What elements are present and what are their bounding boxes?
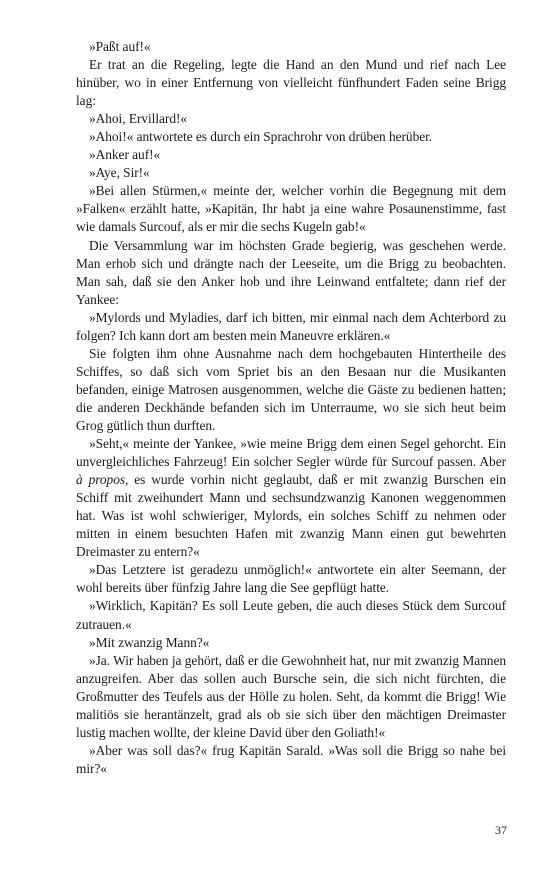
- paragraph-5: »Anker auf!«: [89, 147, 161, 163]
- paragraph-9: »Mylords und Myladies, darf ich bitten, mir einmal nach dem Achterbord zu folgen? Ich kann dort am besten mein Maneuvre erklären.«: [76, 309, 506, 343]
- italic-phrase: à propos,: [76, 472, 129, 488]
- paragraph-3: »Ahoi, Ervillard!«: [89, 111, 188, 127]
- paragraph-6: »Aye, Sir!«: [89, 165, 150, 181]
- paragraph-2: Er trat an die Regeling, legte die Hand an den Mund und rief nach Lee hinüber, wo in einer Entfernung von vielleicht fünfhundert Faden seine Brigg lag:: [76, 57, 506, 109]
- paragraph-8: Die Versammlung war im höchsten Grade begierig, was geschehen werde. Man erhob sich und drängte nach der Leeseite, um die Brigg zu beobachten. Man sah, daß sie den Anker hob und ihre Leinwand entfaltete; dann rief der Yankee:: [76, 237, 506, 307]
- page-number: 37: [495, 823, 507, 837]
- paragraph-16: »Aber was soll das?« frug Kapitän Sarald. »Was soll die Brigg so nahe bei mir?«: [76, 742, 506, 776]
- paragraph-7: »Bei allen Stürmen,« meinte der, welcher vorhin die Begegnung mit dem »Falken« erzählt hatte, »Kapitän, Ihr habt ja eine wahre Posaunenstimme, fast wie damals Surcouf, als er mir die sechs Kugeln gab!«: [76, 183, 506, 235]
- paragraph-10: Sie folgten ihm ohne Ausnahme nach dem hochgebauten Hintertheile des Schiffes, so daß sich vom Spriet bis an den Besaan nur die Musikanten befanden, einige Matrosen ausgenommen, welche die Gäste zu bedienen hatten; die anderen Deckhände befanden sich im Unterraume, wo sie sich heut beim Grog gütlich thun durften.: [76, 345, 506, 433]
- paragraph-4: »Ahoi!« antwortete es durch ein Sprachrohr von drüben herüber.: [89, 129, 433, 145]
- paragraph-12: »Das Letztere ist geradezu unmöglich!« antwortete ein alter Seemann, der wohl bereits über fünfzig Jahre lang die See gepflügt hatte.: [76, 562, 506, 596]
- paragraph-1: »Paßt auf!«: [89, 39, 151, 54]
- paragraph-15: »Ja. Wir haben ja gehört, daß er die Gewohnheit hat, nur mit zwanzig Mannen anzugreifen. Aber das sollen auch Bursche sein, die sich nicht fürchten, die Großmutter des Teufels aus der Hölle zu holen. Seht, da kommt die Brigg! Wie malitiös sie herantänzelt, grad als ob sie sich über den mächtigen Dreimaster lustig machen wollte, der kleine David über den Goliath!«: [76, 652, 506, 740]
- paragraph-11-rest: es wurde vorhin nicht geglaubt, daß er mit zwanzig Burschen ein Schiff mit zweihundert Mann und sechsundzwanzig Kanonen weggenommen hat. Was ist wohl schwieriger, Mylords, ein solches Schiff zu nehmen oder mitten in einem besuchten Hafen mit zwanzig Mann einen gut bewehrten Dreimaster zu entern?«: [76, 472, 506, 560]
- paragraph-14: »Mit zwanzig Mann?«: [89, 634, 210, 650]
- paragraph-11: [76, 435, 506, 561]
- paragraph-13: »Wirklich, Kapitän? Es soll Leute geben, die auch dieses Stück dem Surcouf zutrauen.«: [76, 598, 506, 632]
- book-page-text: [76, 38, 506, 778]
- paragraph-11-start: »Seht,« meinte der Yankee, »wie meine Brigg dem einen Segel gehorcht. Ein unvergleichliches Fahrzeug! Ein solcher Segler würde für Surcouf passen. Aber: [76, 436, 506, 470]
